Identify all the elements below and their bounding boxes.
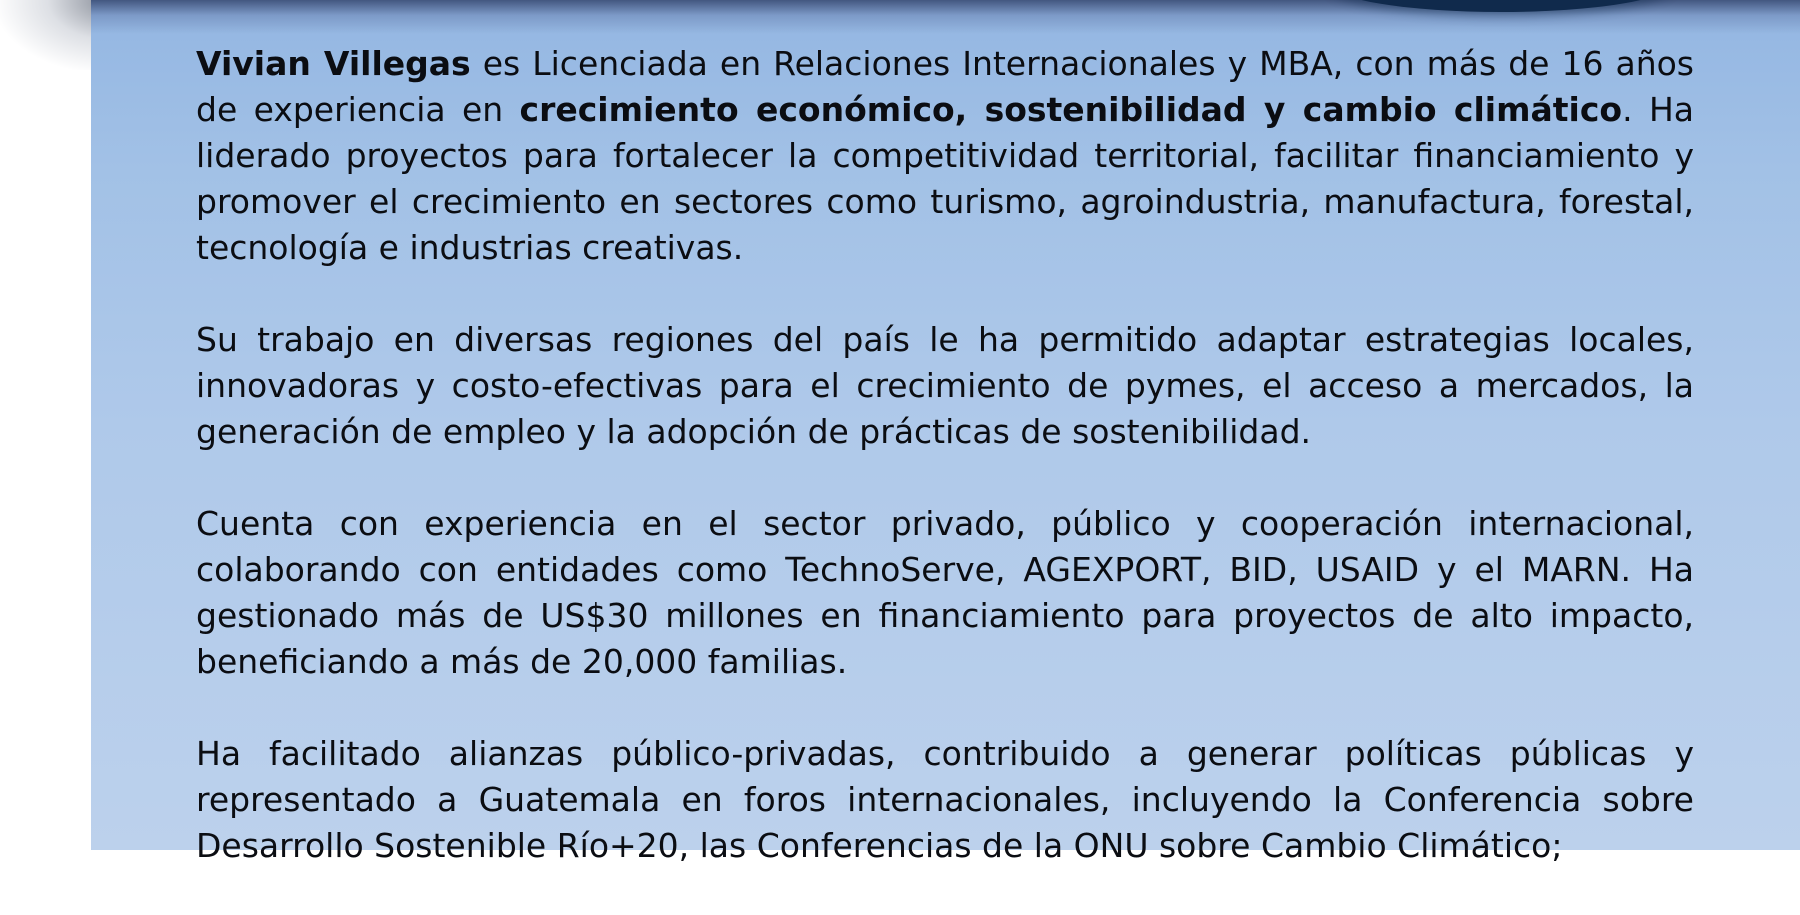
bio-paragraph-3: Cuenta con experiencia en el sector privado, público y cooperación internacional, colaborando con entidades como TechnoServe, AGEXPORT, BID, USAID y el MARN. Ha gestionado más de US$30 millones en financiamiento para proyectos de alto impacto, beneficiando a más de 20,000 familias. [196, 504, 1694, 681]
bio-emphasis: crecimiento económico, sostenibilidad y cambio climático [519, 90, 1623, 129]
bio-text [196, 41, 1694, 915]
bio-text-segment: . Ha liderado proyectos para fortalecer la competitividad territorial, facilitar financiamiento y promover el crecimiento en sectores como turismo, agroindustria, manufactura, forestal, tecnología e industrias creativas. [196, 90, 1694, 267]
bio-paragraph-4: Ha facilitado alianzas público-privadas, contribuido a generar políticas públicas y representado a Guatemala en foros internacionales, incluyendo la Conferencia sobre Desarrollo Sostenible Río+20, las Conferencias de la ONU sobre Cambio Climático; [196, 734, 1694, 865]
bio-text-segment: es Licenciada en Relaciones Internacionales y MBA, con más de 16 años de experiencia en [196, 44, 1695, 129]
bio-paragraph-1 [196, 41, 1694, 271]
person-name: Vivian Villegas [196, 44, 471, 83]
bio-paragraph-2: Su trabajo en diversas regiones del país le ha permitido adaptar estrategias locales, innovadoras y costo-efectivas para el crecimiento de pymes, el acceso a mercados, la generación de empleo y la adopción de prácticas de sostenibilidad. [196, 320, 1694, 451]
